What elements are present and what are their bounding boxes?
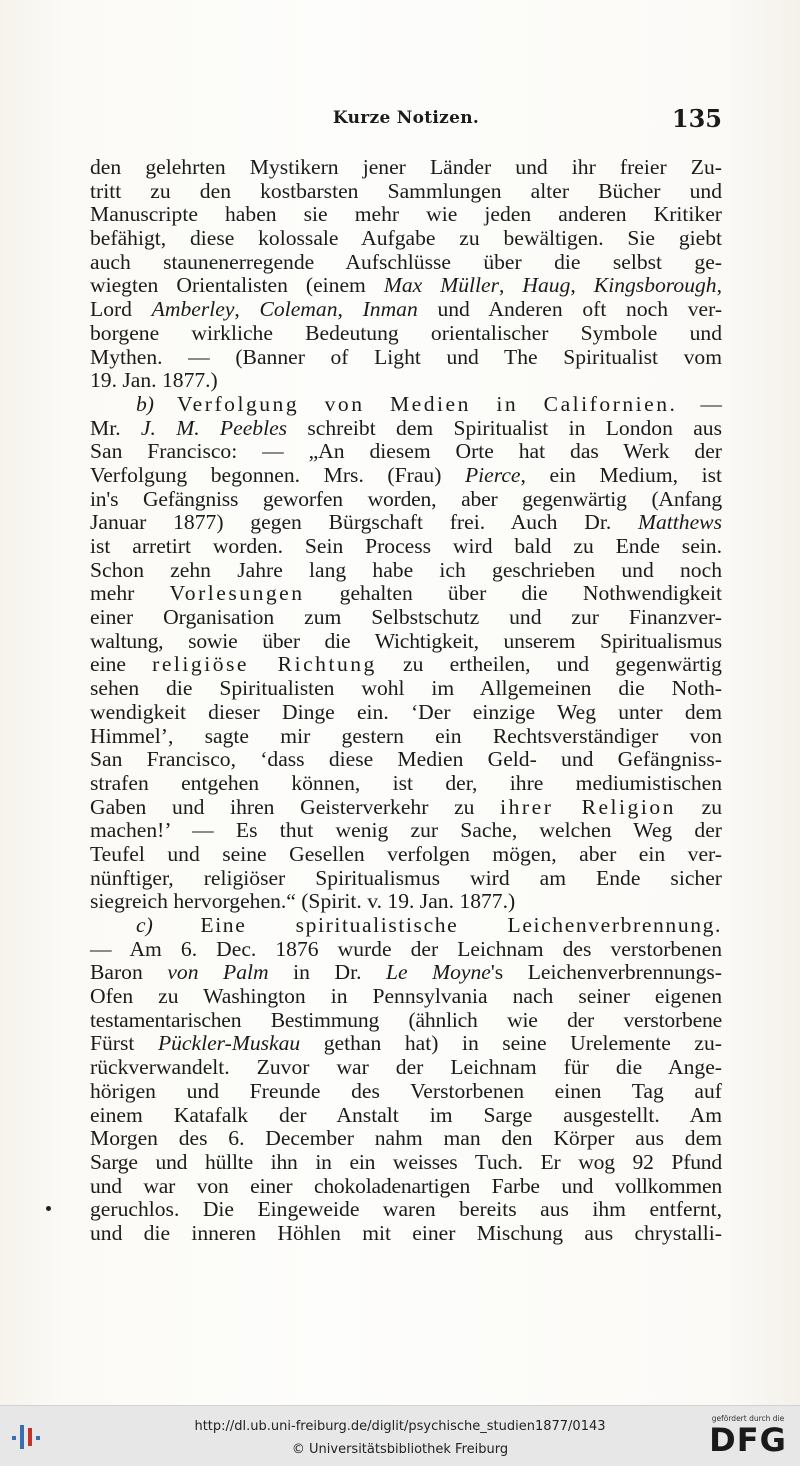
text-line: strafen entgehen können, ist der, ihre mediumistischen [90, 770, 722, 795]
text-line: einem Katafalk der Anstalt im Sarge ausgestellt. Am [90, 1102, 722, 1127]
name-haug: Haug [522, 273, 571, 298]
text-line: befähigt, diese kolossale Aufgabe zu bewältigen. Sie giebt [90, 226, 722, 251]
text-line: siegreich hervorgehen.“ (Spirit. v. 19. Jan. 1877.) [90, 889, 516, 914]
section-heading-b: b) Verfolgung von Medien in Californien. — [136, 391, 722, 416]
text-line: Teufel und seine Gesellen verfolgen mögen, aber ein ver- [90, 841, 722, 866]
text-line: Ofen zu Washington in Pennsylvania nach seiner eigenen [90, 984, 722, 1009]
text-line: waltung, sowie über die Wichtigkeit, unserem Spiritualismus [90, 628, 722, 653]
viewer-footer [0, 1405, 800, 1466]
text-line: testamentarischen Bestimmung (ähnlich wie der verstorbene [90, 1007, 722, 1032]
text-line: wendigkeit dieser Dinge ein. ‘Der einzige Weg unter dem [90, 699, 722, 724]
text-line: nünftiger, religiöser Spiritualismus wird am Ende sicher [90, 865, 722, 890]
dfg-logo-icon: DFG [709, 1421, 787, 1459]
funder-caption: gefördert durch die [711, 1414, 785, 1423]
text-line: einer Organisation zum Selbstschutz und zur Finanzver- [90, 605, 722, 630]
page-header [90, 104, 722, 136]
text-line: — Am 6. Dec. 1876 wurde der Leichnam des verstorbenen [90, 936, 722, 961]
text-line: und war von einer chokoladenartigen Farbe und vollkommen [90, 1173, 722, 1198]
text-line: in's Gefängniss geworfen worden, aber gegenwärtig (Anfang [90, 486, 722, 511]
text-line: ist arretirt worden. Sein Process wird bald zu Ende sein. [90, 534, 722, 558]
text-line: Januar 1877) gegen Bürgschaft frei. Auch Dr. Matthews [90, 510, 722, 535]
name-le-moyne: Le Moyne [386, 960, 491, 985]
text-line: rückverwandelt. Zuvor war der Leichnam für die Ange- [90, 1055, 722, 1080]
name-amberley: Amberley [151, 297, 235, 322]
text-line: den gelehrten Mystikern jener Länder und ihr freier Zu- [90, 155, 722, 179]
text-line: Schon zehn Jahre lang habe ich geschrieben und noch [90, 557, 722, 582]
text-line: geruchlos. Die Eingeweide waren bereits aus ihm entfernt, [90, 1197, 722, 1222]
text-line: San Francisco, ‘dass diese Medien Geld- und Gefängniss- [90, 747, 722, 772]
text-line: Morgen des 6. December nahm man den Körper aus dem [90, 1126, 722, 1151]
text-line: Lord Amberley, Coleman, Inman und Anderen oft noch ver- [90, 297, 723, 322]
text-line: mehr Vorlesungen gehalten über die Nothwendigkeit [90, 581, 722, 606]
text-line: machen!’ — Es thut wenig zur Sache, welchen Weg der [90, 818, 722, 843]
name-pierce: Pierce [464, 462, 521, 487]
text-line: Mythen. — (Banner of Light und The Spiritualist vom [90, 344, 722, 369]
text-line: Baron von Palm in Dr. Le Moyne's Leichenverbrennungs- [90, 960, 722, 985]
text-line: San Francisco: — „An diesem Orte hat das Werk der [90, 439, 722, 464]
name-peebles: J. M. Peebles [140, 415, 288, 440]
text-line: auch staunenerregende Aufschlüsse über die selbst ge- [90, 249, 722, 274]
margin-mark [46, 1206, 51, 1211]
name-matthews: Matthews [638, 510, 722, 535]
page-number: 135 [671, 104, 722, 133]
name-inman: Inman [362, 297, 418, 322]
text-line: Sarge und hüllte ihn in ein weisses Tuch. Er wog 92 Pfund [90, 1149, 722, 1174]
funder-logo[interactable] [706, 1414, 790, 1457]
text-line: eine religiöse Richtung zu ertheilen, und gegenwärtig [90, 652, 722, 677]
page-url-link[interactable]: http://dl.ub.uni-freiburg.de/diglit/psychische_studien1877/0143 [194, 1419, 606, 1434]
copyright-notice: © Universitätsbibliothek Freiburg [291, 1442, 509, 1457]
name-pueckler-muskau: Pückler-Muskau [157, 1031, 301, 1056]
name-von-palm: von Palm [167, 960, 269, 985]
name-kingsborough: Kingsborough [593, 273, 717, 298]
text-line: borgene wirkliche Bedeutung orientalischer Symbole und [90, 320, 722, 345]
text-line: und die inneren Höhlen mit einer Mischung aus chrystalli- [90, 1220, 722, 1245]
body-text [90, 156, 722, 1246]
text-line: Manuscripte haben sie mehr wie jeden anderen Kritiker [90, 202, 722, 227]
text-line: 19. Jan. 1877.) [90, 368, 218, 393]
running-head: Kurze Notizen. [332, 108, 480, 128]
name-coleman: Coleman [259, 297, 338, 322]
text-line: hörigen und Freunde des Verstorbenen einen Tag auf [90, 1078, 722, 1103]
text-line: Verfolgung begonnen. Mrs. (Frau) Pierce, ein Medium, ist [90, 462, 723, 487]
text-line: tritt zu den kostbarsten Sammlungen alter Bücher und [90, 178, 722, 203]
text-line: Gaben und ihren Geisterverkehr zu ihrer Religion zu [90, 794, 723, 819]
text-line: Mr. J. M. Peebles schreibt dem Spiritualist in London aus [90, 415, 722, 440]
text-line: Fürst Pückler-Muskau gethan hat) in seine Urelemente zu- [90, 1031, 722, 1056]
name-max-mueller: Max Müller [383, 273, 499, 298]
section-heading-c: c) Eine spiritualistische Leichenverbrennung. [136, 913, 723, 937]
text-line: Himmel’, sagte mir gestern ein Rechtsverständiger von [90, 723, 722, 748]
text-line: wiegten Orientalisten (einem Max Müller, Haug, Kingsborough, [90, 273, 722, 298]
text-line: sehen die Spiritualisten wohl im Allgemeinen die Noth- [90, 676, 722, 701]
